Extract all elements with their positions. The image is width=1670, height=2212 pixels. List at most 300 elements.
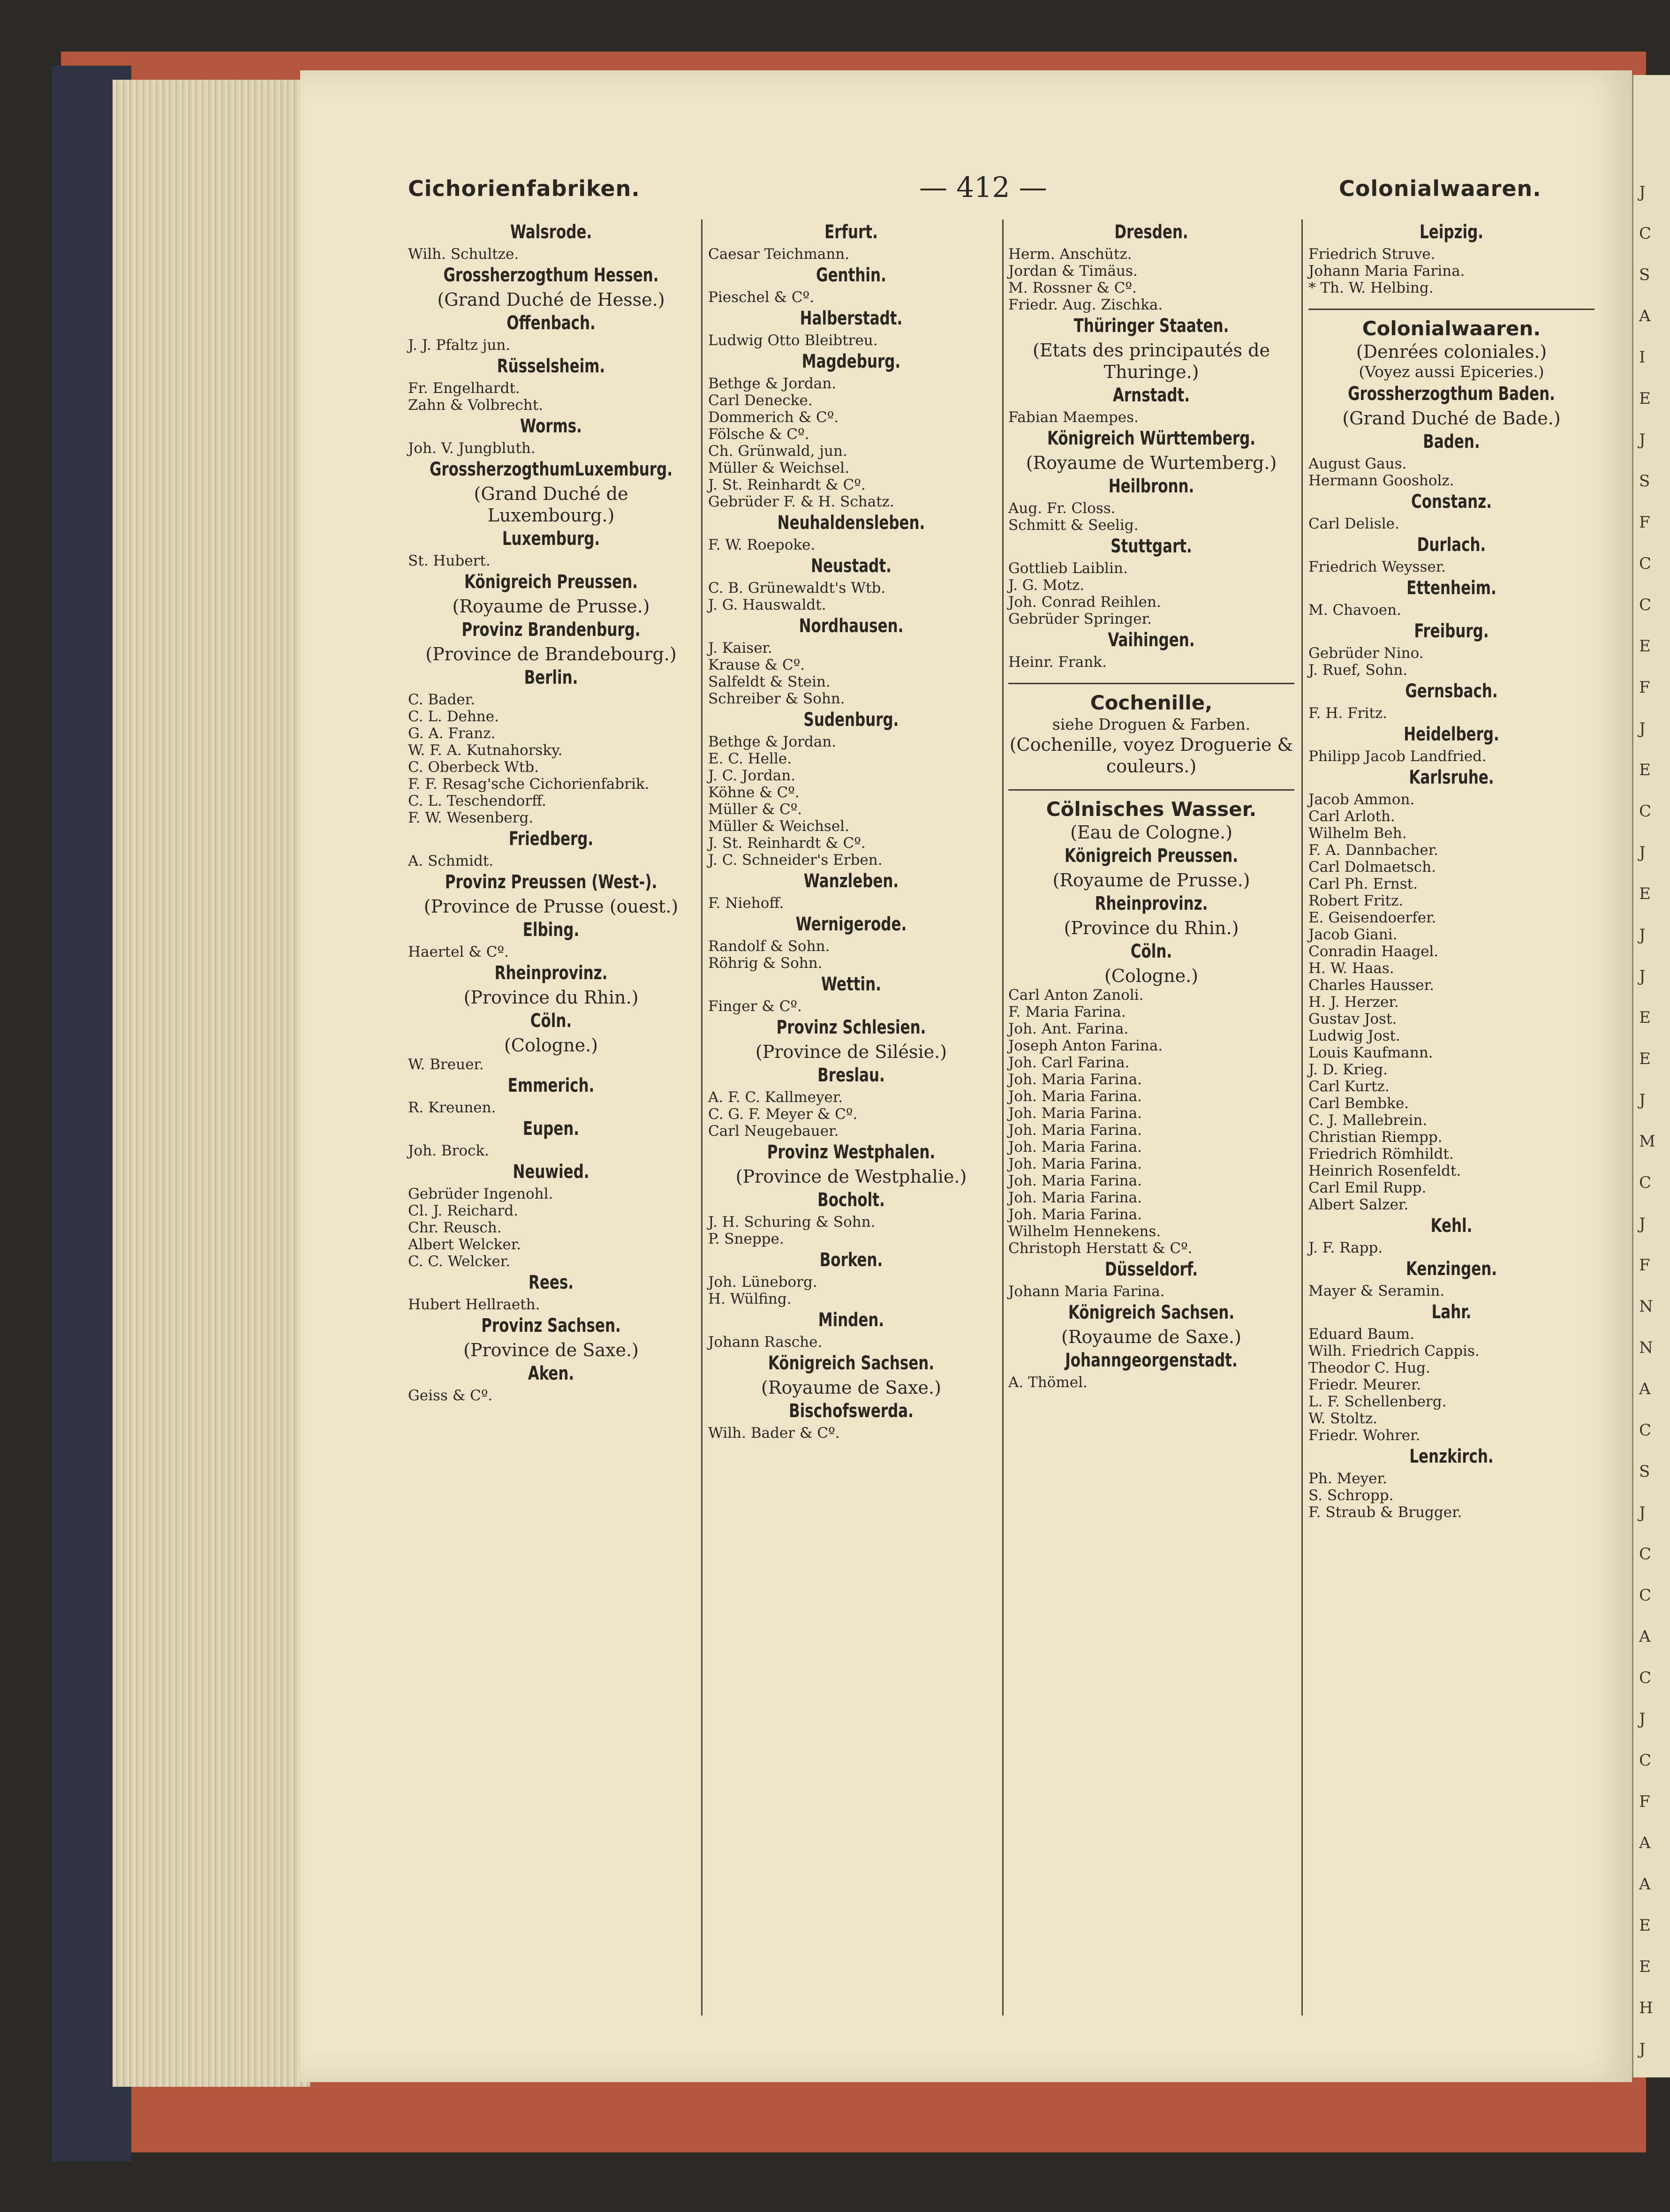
column-rule [1002, 219, 1004, 2016]
next-page-edge [1632, 75, 1670, 2077]
firm-entry: Carl Kurtz. [1308, 1078, 1390, 1095]
place-heading: Walsrode. [510, 221, 592, 243]
directory-section [708, 1308, 994, 1351]
place-heading: Elbing. [522, 919, 580, 941]
next-page-letter: C [1639, 802, 1652, 821]
place-heading: Aken. [528, 1363, 574, 1384]
firm-entry: J. D. Krieg. [1308, 1061, 1388, 1078]
firm-entry: Joh. Maria Farina. [1008, 1122, 1142, 1139]
firm-entry: Wilhelm Beh. [1308, 825, 1407, 842]
firm-entry: Randolf & Sohn. [708, 938, 830, 955]
place-heading: Breslau. [817, 1064, 885, 1086]
directory-section [708, 708, 994, 868]
cross-reference: (Voyez aussi Epiceries.) [1359, 362, 1544, 381]
firm-entry: Bethge & Jordan. [708, 375, 837, 392]
firm-entry: Theodor C. Hug. [1308, 1359, 1430, 1376]
firm-entry: Joh. Carl Farina. [1008, 1054, 1130, 1071]
place-heading: Neuhaldensleben. [777, 512, 925, 534]
firm-entry: W. Stoltz. [1308, 1410, 1378, 1427]
firm-entry: Müller & Cº. [708, 801, 802, 818]
firm-entry: Albert Welcker. [408, 1236, 521, 1253]
place-heading: Eupen. [522, 1118, 580, 1140]
directory-section [408, 355, 694, 414]
firm-entry: Friedr. Meurer. [1308, 1376, 1421, 1393]
firm-entry: F. A. Dannbacher. [1308, 842, 1439, 859]
firm-entry: C. Oberbeck Wtb. [408, 759, 539, 776]
directory-section [1008, 314, 1294, 383]
firm-entry: H. W. Haas. [1308, 960, 1394, 977]
firm-entry: J. Kaiser. [708, 640, 772, 657]
firm-entry: H. J. Herzer. [1308, 994, 1399, 1011]
next-page-letter: C [1639, 1668, 1652, 1687]
directory-section [1008, 384, 1294, 426]
column-rule [701, 219, 703, 2016]
french-translation: (Royaume de Wurtemberg.) [1026, 453, 1277, 473]
directory-section [408, 1314, 694, 1361]
place-heading: Provinz Sachsen. [481, 1315, 621, 1336]
section-divider [1008, 683, 1294, 684]
place-heading: Stuttgart. [1111, 536, 1192, 557]
firm-entry: Wilh. Schultze. [408, 246, 519, 263]
firm-entry: Joh. Lüneborg. [708, 1274, 817, 1291]
directory-section [708, 511, 994, 553]
firm-entry: Johann Rasche. [708, 1334, 823, 1351]
firm-entry: Gebrüder Nino. [1308, 645, 1424, 662]
place-heading: Offenbach. [506, 312, 596, 334]
firm-entry: J. St. Reinhardt & Cº. [708, 476, 866, 493]
directory-section [1308, 220, 1594, 296]
column-2 [708, 219, 994, 2020]
directory-section [708, 1016, 994, 1063]
place-heading: Genthin. [816, 264, 886, 286]
place-heading: Friedberg. [508, 828, 594, 850]
place-heading: Königreich Preussen. [1064, 845, 1239, 867]
firm-entry: A. Thömel. [1008, 1374, 1088, 1391]
place-heading: Grossherzogthum Hessen. [443, 264, 659, 286]
firm-entry: Schreiber & Sohn. [708, 690, 845, 707]
column-3 [1008, 219, 1294, 2020]
firm-entry: Friedr. Aug. Zischka. [1008, 296, 1163, 313]
firm-entry: Carl Arloth. [1308, 808, 1395, 825]
directory-section [1308, 619, 1594, 679]
firm-entry: Carl Emil Rupp. [1308, 1179, 1427, 1196]
firm-entry: Carl Ph. Ernst. [1308, 876, 1418, 892]
firm-entry: F. F. Resag'sche Cichorienfabrik. [408, 776, 650, 793]
firm-entry: Finger & Cº. [708, 998, 802, 1015]
firm-entry: C. L. Dehne. [408, 708, 499, 725]
firm-entry: Carl Delisle. [1308, 515, 1399, 532]
firm-entry: Köhne & Cº. [708, 784, 800, 801]
running-head-left: Cichorienfabriken. [408, 176, 640, 201]
french-translation: (Province de Westphalie.) [735, 1166, 967, 1187]
firm-entry: Heinr. Frank. [1008, 654, 1107, 671]
next-page-letter: C [1639, 596, 1652, 614]
place-heading: Provinz Brandenburg. [461, 619, 641, 641]
firm-entry: Schmitt & Seelig. [1008, 517, 1139, 534]
firm-entry: Carl Neugebauer. [708, 1123, 839, 1140]
directory-section [408, 311, 694, 354]
directory-section [1308, 309, 1594, 381]
french-translation: (Province du Rhin.) [463, 987, 639, 1008]
next-page-letter: J [1639, 967, 1646, 986]
next-page-letter: J [1639, 926, 1646, 944]
place-heading: Königreich Württemberg. [1047, 428, 1256, 449]
place-heading: Heidelberg. [1404, 724, 1499, 745]
french-translation: (Denrées coloniales.) [1356, 341, 1547, 362]
firm-entry: Johann Maria Farina. [1008, 1283, 1165, 1300]
directory-section [708, 1064, 994, 1140]
firm-entry: J. F. Rapp. [1308, 1239, 1383, 1256]
directory-section [408, 220, 694, 263]
firm-entry: Ch. Grünwald, jun. [708, 443, 847, 460]
firm-entry: Gustav Jost. [1308, 1011, 1397, 1027]
next-page-letter: C [1639, 1751, 1652, 1770]
next-page-letter: S [1639, 265, 1650, 284]
category-heading: Cochenille, [1090, 691, 1213, 714]
firm-entry: C. J. Mallebrein. [1308, 1112, 1428, 1129]
firm-entry: J. H. Schuring & Sohn. [708, 1214, 876, 1231]
french-translation: (Grand Duché de Luxembourg.) [474, 483, 628, 526]
place-heading: Baden. [1423, 431, 1480, 453]
page-number: — 412 — [919, 171, 1047, 204]
firm-entry: F. Niehoff. [708, 895, 784, 912]
next-page-letter: E [1639, 884, 1651, 903]
place-heading: Rheinprovinz. [1095, 893, 1208, 914]
firm-entry: * Th. W. Helbing. [1308, 279, 1434, 296]
firm-entry: St. Hubert. [408, 552, 491, 569]
place-heading: GrossherzogthumLuxemburg. [430, 459, 673, 480]
next-page-letter: J [1639, 843, 1646, 862]
next-page-letter: J [1639, 430, 1646, 449]
firm-entry: Joseph Anton Farina. [1008, 1037, 1163, 1054]
directory-section [708, 614, 994, 707]
next-page-letter: C [1639, 1421, 1652, 1440]
directory-section [708, 973, 994, 1015]
directory-section [708, 350, 994, 510]
firm-entry: Ludwig Otto Bleibtreu. [708, 332, 878, 349]
firm-entry: Ph. Meyer. [1308, 1470, 1387, 1487]
place-heading: Wernigerode. [795, 913, 907, 935]
firm-entry: E. Geisendoerfer. [1308, 909, 1436, 926]
place-heading: Ettenheim. [1406, 577, 1496, 599]
firm-entry: J. C. Schneider's Erben. [708, 852, 883, 868]
place-heading: Rüsselsheim. [497, 355, 605, 377]
firm-entry: Johann Maria Farina. [1308, 263, 1465, 279]
directory-section [1008, 1349, 1294, 1391]
column-1 [408, 219, 694, 2020]
next-page-letter: E [1639, 1957, 1651, 1976]
place-heading: Berlin. [524, 667, 578, 688]
firm-entry: Wilh. Friedrich Cappis. [1308, 1343, 1480, 1359]
place-heading: Provinz Preussen (West-). [445, 871, 657, 893]
firm-entry: G. A. Franz. [408, 725, 496, 742]
directory-section [1308, 723, 1594, 765]
firm-entry: Joh. V. Jungbluth. [408, 440, 536, 457]
directory-section [708, 1351, 994, 1398]
place-heading: Bischofswerda. [789, 1400, 914, 1422]
place-heading: Karlsruhe. [1409, 767, 1494, 788]
firm-entry: M. Rossner & Cº. [1008, 279, 1137, 296]
directory-section [1308, 576, 1594, 619]
firm-entry: Gebrüder F. & H. Schatz. [708, 493, 894, 510]
firm-entry: E. C. Helle. [708, 750, 792, 767]
firm-entry: Carl Denecke. [708, 392, 813, 409]
directory-section [1308, 533, 1594, 575]
place-heading: Nordhausen. [799, 615, 904, 637]
directory-section [408, 264, 694, 310]
french-translation: (Cologne.) [1104, 966, 1198, 986]
french-translation: (Royaume de Saxe.) [1061, 1327, 1241, 1347]
next-page-letter: A [1639, 1834, 1651, 1852]
place-heading: Dresden. [1114, 221, 1188, 243]
firm-entry: Müller & Weichsel. [708, 818, 849, 835]
firm-entry: Friedr. Wohrer. [1308, 1427, 1421, 1444]
firm-entry: Zahn & Volbrecht. [408, 397, 544, 414]
directory-section [1008, 1301, 1294, 1348]
place-heading: Leipzig. [1420, 221, 1483, 243]
firm-entry: Robert Fritz. [1308, 892, 1404, 909]
directory-section [708, 913, 994, 972]
directory-section [708, 264, 994, 306]
firm-entry: Joh. Maria Farina. [1008, 1088, 1142, 1105]
next-page-letter: F [1639, 1792, 1650, 1811]
french-translation: (Grand Duché de Hesse.) [437, 289, 665, 310]
directory-section [408, 1362, 694, 1404]
directory-section [1008, 535, 1294, 627]
place-heading: Rheinprovinz. [494, 962, 608, 984]
firm-entry: Gebrüder Ingenohl. [408, 1185, 553, 1202]
next-page-letter: A [1639, 1627, 1651, 1646]
firm-entry: J. Ruef, Sohn. [1308, 662, 1408, 679]
firm-entry: A. F. C. Kallmeyer. [708, 1089, 843, 1106]
firm-entry: Gottlieb Laiblin. [1008, 560, 1128, 577]
firm-entry: L. F. Schellenberg. [1308, 1393, 1447, 1410]
place-heading: Cöln. [530, 1010, 572, 1032]
firm-entry: Philipp Jacob Landfried. [1308, 748, 1487, 765]
firm-entry: Joh. Ant. Farina. [1008, 1020, 1129, 1037]
french-translation: (Grand Duché de Bade.) [1342, 408, 1561, 429]
firm-entry: Dommerich & Cº. [708, 409, 839, 426]
firm-entry: Müller & Weichsel. [708, 460, 849, 476]
french-translation: (Royaume de Prusse.) [1052, 870, 1250, 891]
next-page-letter: C [1639, 1545, 1652, 1563]
firm-entry: J. J. Pfaltz jun. [408, 337, 511, 354]
document-page [300, 70, 1632, 2082]
firm-entry: S. Schropp. [1308, 1487, 1394, 1504]
next-page-letter: A [1639, 1380, 1651, 1398]
place-heading: Heilbronn. [1108, 476, 1194, 497]
firm-entry: W. Breuer. [408, 1056, 484, 1073]
directory-section [1008, 789, 1294, 843]
directory-section [1008, 940, 1294, 1257]
place-heading: Worms. [520, 415, 582, 437]
place-heading: Arnstadt. [1112, 385, 1190, 406]
cross-reference: siehe Droguen & Farben. [1052, 715, 1251, 733]
section-divider [1308, 309, 1594, 310]
french-translation: (Province du Rhin.) [1064, 918, 1239, 938]
directory-section [408, 918, 694, 960]
firm-entry: Joh. Maria Farina. [1008, 1189, 1142, 1206]
french-translation: (Royaume de Prusse.) [452, 596, 650, 617]
place-heading: Gernsbach. [1405, 680, 1498, 702]
firm-entry: Ludwig Jost. [1308, 1027, 1400, 1044]
firm-entry: August Gaus. [1308, 455, 1407, 472]
firm-entry: Carl Dolmaetsch. [1308, 859, 1436, 876]
directory-section [708, 1188, 994, 1247]
firm-entry: Fabian Maempes. [1008, 409, 1139, 426]
place-heading: Vaihingen. [1108, 629, 1195, 651]
firm-entry: Joh. Maria Farina. [1008, 1139, 1142, 1155]
next-page-letter: S [1639, 472, 1650, 491]
place-heading: Königreich Preussen. [464, 571, 638, 593]
firm-entry: Salfeldt & Stein. [708, 673, 831, 690]
firm-entry: Röhrig & Sohn. [708, 955, 823, 972]
place-heading: Provinz Schlesien. [776, 1017, 926, 1038]
place-heading: Grossherzogthum Baden. [1348, 383, 1555, 405]
place-heading: Sudenburg. [803, 709, 899, 731]
firm-entry: Geiss & Cº. [408, 1387, 493, 1404]
firm-entry: Friedrich Weysser. [1308, 559, 1446, 575]
firm-entry: Carl Anton Zanoli. [1008, 987, 1144, 1004]
place-heading: Düsseldorf. [1104, 1259, 1198, 1280]
firm-entry: C. G. F. Meyer & Cº. [708, 1106, 858, 1123]
directory-section [708, 554, 994, 613]
firm-entry: Joh. Brock. [408, 1142, 490, 1159]
place-heading: Rees. [528, 1272, 574, 1293]
firm-entry: Jordan & Timäus. [1008, 263, 1138, 279]
directory-section [1308, 1257, 1594, 1299]
firm-entry: Haertel & Cº. [408, 944, 509, 960]
firm-entry: C. B. Grünewaldt's Wtb. [708, 580, 886, 596]
directory-section [408, 1074, 694, 1116]
french-translation: (Royaume de Saxe.) [761, 1377, 941, 1398]
directory-section [1308, 382, 1594, 429]
directory-section [408, 827, 694, 869]
directory-section [708, 1248, 994, 1307]
page-header [300, 171, 1632, 213]
place-heading: Borken. [819, 1249, 883, 1271]
firm-entry: J. G. Motz. [1008, 577, 1085, 594]
directory-section [1308, 766, 1594, 1213]
place-heading: Neuwied. [513, 1161, 589, 1183]
directory-section [408, 415, 694, 457]
next-page-letter: E [1639, 1049, 1651, 1068]
firm-entry: Caesar Teichmann. [708, 246, 850, 263]
place-heading: Cöln. [1130, 941, 1172, 962]
firm-entry: J. C. Jordan. [708, 767, 796, 784]
firm-entry: F. W. Roepoke. [708, 536, 816, 553]
firm-entry: Eduard Baum. [1308, 1326, 1414, 1343]
firm-entry: Cl. J. Reichard. [408, 1202, 518, 1219]
next-page-letter: C [1639, 554, 1652, 573]
place-heading: Kehl. [1430, 1215, 1473, 1237]
firm-entry: Mayer & Seramin. [1308, 1283, 1445, 1299]
firm-entry: Hubert Hellraeth. [408, 1296, 540, 1313]
firm-entry: Christian Riempp. [1308, 1129, 1443, 1146]
place-heading: Emmerich. [507, 1075, 595, 1096]
place-heading: Halberstadt. [800, 308, 903, 329]
place-heading: Johanngeorgenstadt. [1065, 1350, 1238, 1371]
directory-section [1308, 1300, 1594, 1444]
place-heading: Wettin. [821, 974, 881, 995]
directory-section [408, 458, 694, 526]
french-translation: (Eau de Cologne.) [1070, 822, 1232, 843]
place-heading: Wanzleben. [803, 870, 899, 892]
place-heading: Bocholt. [817, 1189, 885, 1211]
directory-section [708, 1399, 994, 1442]
next-page-letter: E [1639, 637, 1651, 656]
directory-section [1308, 490, 1594, 532]
firm-entry: Louis Kaufmann. [1308, 1044, 1433, 1061]
place-heading: Luxemburg. [502, 528, 600, 550]
firm-entry: A. Schmidt. [408, 853, 494, 869]
next-page-letter: J [1639, 1091, 1646, 1110]
firm-entry: Joh. Maria Farina. [1008, 1172, 1142, 1189]
directory-section [408, 570, 694, 617]
firm-entry: Heinrich Rosenfeldt. [1308, 1163, 1461, 1179]
firm-entry: W. F. A. Kutnahorsky. [408, 742, 563, 759]
directory-section [1308, 1445, 1594, 1521]
directory-section [1008, 844, 1294, 891]
next-page-letter: E [1639, 1008, 1651, 1027]
next-page-letter: F [1639, 1256, 1650, 1275]
directory-section [1008, 427, 1294, 474]
firm-entry: Aug. Fr. Closs. [1008, 500, 1116, 517]
firm-entry: P. Sneppe. [708, 1231, 784, 1247]
place-heading: Königreich Sachsen. [768, 1352, 935, 1374]
directory-section [1008, 220, 1294, 313]
category-heading: Cölnisches Wasser. [1046, 798, 1257, 821]
directory-section [408, 870, 694, 917]
place-heading: Durlach. [1417, 534, 1486, 556]
firm-entry: Christoph Herstatt & Cº. [1008, 1240, 1193, 1257]
directory-section [1308, 430, 1594, 489]
next-page-letter: H [1639, 1999, 1653, 2017]
next-page-letter: N [1639, 1297, 1653, 1316]
column-4 [1308, 219, 1594, 2020]
next-page-letter: I [1639, 348, 1646, 367]
firm-entry: Albert Salzer. [1308, 1196, 1409, 1213]
directory-section [708, 307, 994, 349]
firm-entry: Joh. Conrad Reihlen. [1008, 594, 1161, 611]
section-divider [1008, 789, 1294, 791]
next-page-letter: N [1639, 1338, 1653, 1357]
firm-entry: Joh. Maria Farina. [1008, 1105, 1142, 1122]
french-translation: (Cologne.) [504, 1035, 598, 1056]
firm-entry: Pieschel & Cº. [708, 289, 815, 306]
french-translation: (Province de Prusse (ouest.) [423, 896, 679, 917]
next-page-letter: E [1639, 389, 1651, 408]
next-page-letter: F [1639, 513, 1650, 532]
firm-entry: Chr. Reusch. [408, 1219, 502, 1236]
firm-entry: Jacob Ammon. [1308, 791, 1415, 808]
next-page-letter: C [1639, 1586, 1652, 1605]
firm-entry: M. Chavoen. [1308, 602, 1401, 619]
french-translation: (Etats des principautés de Thuringe.) [1033, 340, 1270, 382]
firm-entry: C. Bader. [408, 691, 476, 708]
directory-section [408, 1160, 694, 1270]
place-heading: Freiburg. [1414, 620, 1489, 642]
firm-entry: J. St. Reinhardt & Cº. [708, 835, 866, 852]
next-page-letter: F [1639, 678, 1650, 697]
place-heading: Kenzingen. [1406, 1258, 1497, 1280]
directory-section [408, 1117, 694, 1159]
directory-section [1008, 1258, 1294, 1300]
firm-entry: Joh. Maria Farina. [1008, 1071, 1142, 1088]
next-page-letter: J [1639, 2040, 1646, 2059]
place-heading: Erfurt. [824, 221, 878, 243]
directory-section [708, 869, 994, 912]
